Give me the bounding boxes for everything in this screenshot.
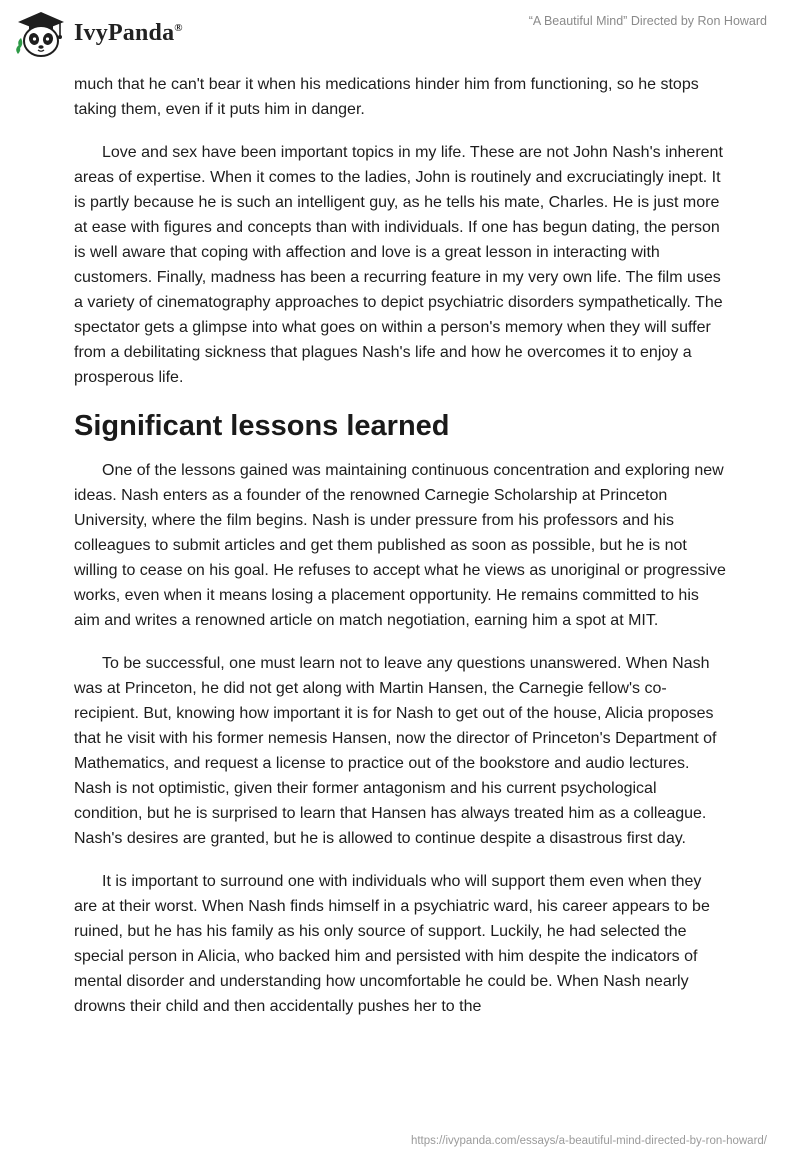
paragraph: To be successful, one must learn not to leave any questions unanswered. When Nash was at Princeton, he did not get along with Martin Hansen, the Carnegie fellow's co-recipient. But, knowing how important it is for Nash to get out of the house, Alicia proposes that he visit with his former nemesis Hansen, now the director of Princeton's Department of Mathematics, and request a license to practice out of the bookstore and audio lectures. Nash is not optimistic, given their former antagonism and his current psychological condition, but he is surprised to learn that Hansen has always treated him as a colleague. Nash's desires are granted, but he is allowed to continue despite a disastrous first day. [74, 655, 717, 847]
logo[interactable] [14, 8, 214, 58]
paragraph: One of the lessons gained was maintaining continuous concentration and exploring new ideas. Nash enters as a founder of the renowned Carnegie Scholarship at Princeton University, where the film begins. Nash is under pressure from his professors and his colleagues to submit articles and get them published as soon as possible, but he is not willing to cease on his goal. He refuses to accept what he views as unoriginal or progressive works, even when it means losing a placement opportunity. He remains committed to his aim and writes a renowned article on match negotiation, earning him a spot at MIT. [74, 462, 726, 629]
panda-graduate-icon [14, 8, 68, 58]
logo-text: IvyPanda® [74, 19, 183, 46]
source-url[interactable]: https://ivypanda.com/essays/a-beautiful-mind-directed-by-ron-howard/ [410, 1135, 767, 1147]
document-title: “A Beautiful Mind” Directed by Ron Howard [528, 14, 767, 28]
section-heading: Significant lessons learned [74, 410, 450, 442]
page-header [0, 0, 800, 70]
paragraph: It is important to surround one with individuals who will support them even when they are at their worst. When Nash finds himself in a psychiatric ward, his career appears to be ruined, but he has his family as his only source of support. Luckily, he had selected the special person in Alicia, who backed him and persisted with him despite the indicators of mental disorder and understanding how uncomfortable he could be. When Nash nearly drowns their child and then accidentally pushes her to the [74, 873, 710, 1015]
paragraph-continued: much that he can't bear it when his medications hinder him from functioning, so he stops taking them, even if it puts him in danger. [74, 76, 699, 118]
essay-body [74, 72, 728, 1037]
paragraph: Love and sex have been important topics in my life. These are not John Nash's inherent areas of expertise. When it comes to the ladies, John is routinely and excruciatingly inept. It is partly because he is such an intelligent guy, as he tells his mate, Charles. He is just more at ease with figures and concepts than with individuals. If one has begun dating, the person is well aware that coping with affection and love is a great lesson in interacting with customers. Finally, madness has been a recurring feature in my very own life. The film uses a variety of cinematography approaches to depict psychiatric disorders sympathetically. The spectator gets a glimpse into what goes on within a person's memory when they will suffer from a debilitating sickness that plagues Nash's life and how he overcomes it to enjoy a prosperous life. [74, 144, 723, 386]
